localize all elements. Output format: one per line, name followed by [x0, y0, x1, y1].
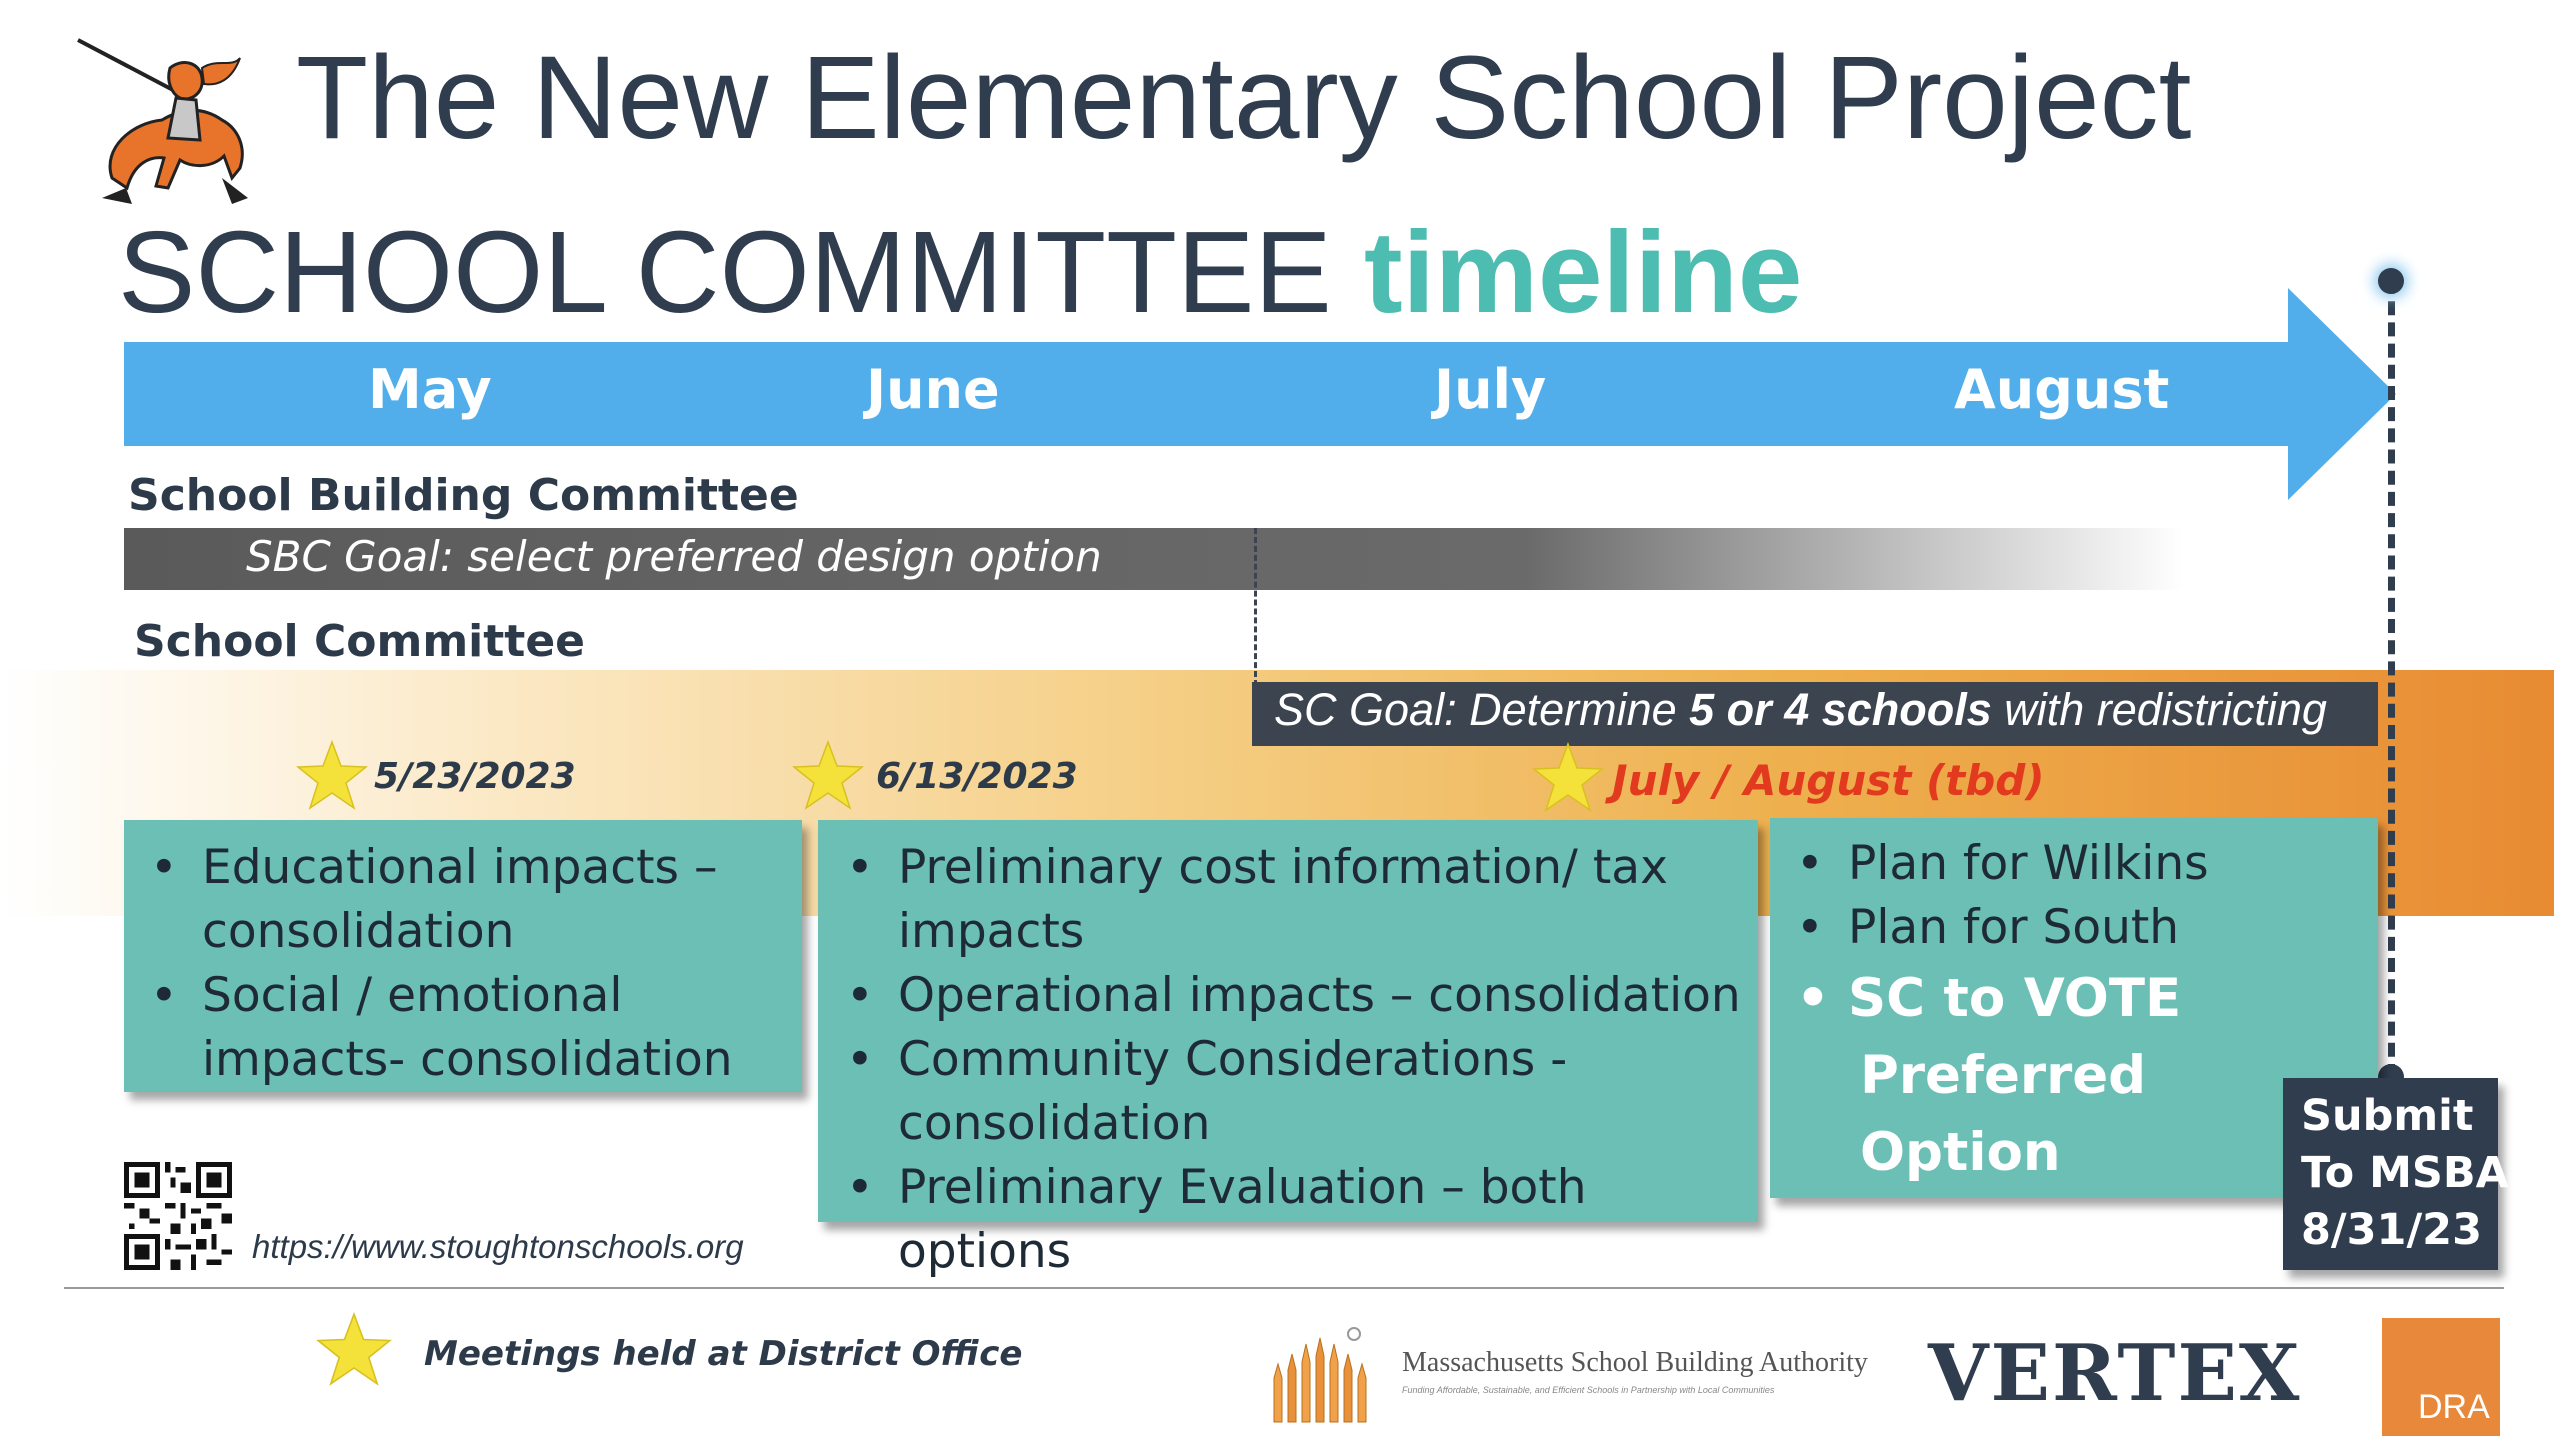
- submit-line-3: 8/31/23: [2301, 1205, 2483, 1255]
- pencils-logo-icon: [1266, 1318, 1382, 1424]
- connector-line: [1254, 528, 1257, 686]
- meeting-date-2: 6/13/2023: [876, 756, 1078, 797]
- list-item: [846, 1028, 1758, 1156]
- deadline-line: [2388, 280, 2395, 1078]
- sc-goal-pre: SC Goal: Determine: [1274, 684, 1690, 735]
- legend-text: Meetings held at District Office: [424, 1334, 1023, 1374]
- submit-line-2: To MSBA: [2301, 1148, 2509, 1198]
- footer-divider: [64, 1287, 2504, 1289]
- meeting-date-3: July / August (tbd): [1612, 756, 2045, 805]
- subtitle-main: SCHOOL COMMITTEE: [118, 207, 1332, 337]
- bullet: •: [846, 840, 874, 895]
- bullet: •: [846, 1160, 874, 1215]
- sc-goal-text: [1274, 684, 2327, 736]
- bullet: •: [1796, 836, 1824, 891]
- item-text: Community Considerations - consolidation: [898, 1032, 1568, 1151]
- list-item: [846, 964, 1758, 1028]
- item-text: Educational impacts – consolidation: [202, 840, 718, 959]
- meeting-box-2: [818, 820, 1758, 1279]
- list-item: [150, 964, 802, 1092]
- msba-tagline: Funding Affordable, Sustainable, and Efficient Schools in Partnership with Local Communities: [1402, 1385, 1775, 1395]
- bullet: •: [150, 968, 178, 1023]
- submit-line-1: Submit: [2301, 1091, 2474, 1141]
- website-link[interactable]: https://www.stoughtonschools.org: [252, 1228, 744, 1265]
- item-text: Preliminary cost information/ tax impacts: [898, 840, 1668, 959]
- star-icon: [316, 1312, 392, 1386]
- list-item: [150, 836, 802, 964]
- qr-code-icon[interactable]: [124, 1162, 232, 1270]
- item-text: Plan for South: [1848, 900, 2180, 955]
- list-item: [846, 1156, 1758, 1284]
- bullet: •: [846, 968, 874, 1023]
- star-icon: [296, 740, 368, 810]
- month-august: August: [1954, 358, 2170, 421]
- meeting-box-1: [124, 820, 802, 1092]
- dra-logo-text: DRA: [2418, 1388, 2490, 1426]
- sc-goal-post: with redistricting: [1991, 684, 2327, 735]
- bullet: •: [150, 840, 178, 895]
- submit-deadline-box: [2283, 1078, 2509, 1270]
- item-text: Preferred: [1860, 1045, 2147, 1106]
- item-text: Option: [1860, 1122, 2061, 1183]
- sc-goal-bold: 5 or 4 schools: [1689, 684, 1992, 735]
- sbc-goal-text: SBC Goal: select preferred design option: [246, 532, 1102, 581]
- list-item: [1796, 896, 2378, 960]
- sc-label: School Committee: [134, 616, 585, 667]
- msba-name: Massachusetts School Building Authority: [1402, 1347, 1868, 1378]
- bullet: •: [1796, 968, 1830, 1029]
- knight-mascot-icon: [72, 28, 262, 208]
- month-may: May: [368, 358, 492, 421]
- page-title: The New Elementary School Project: [296, 32, 2192, 164]
- star-icon: [1532, 742, 1604, 812]
- bullet: •: [846, 1032, 874, 1087]
- deadline-top-dot: [2378, 268, 2404, 294]
- vertex-logo: VERTEX: [1928, 1328, 2302, 1419]
- list-item: [846, 836, 1758, 964]
- month-june: June: [866, 358, 1000, 421]
- item-text: Preliminary Evaluation – both options: [898, 1160, 1587, 1279]
- item-text: SC to VOTE: [1848, 968, 2182, 1029]
- item-text: Operational impacts – consolidation: [898, 968, 1741, 1023]
- sbc-label: School Building Committee: [128, 470, 799, 521]
- bullet: •: [1796, 900, 1824, 955]
- list-item: [1796, 960, 2378, 1037]
- star-icon: [792, 740, 864, 810]
- item-text: Plan for Wilkins: [1848, 836, 2209, 891]
- list-item: [1796, 832, 2378, 896]
- meeting-date-1: 5/23/2023: [374, 756, 576, 797]
- item-text: Social / emotional impacts- consolidation: [202, 968, 733, 1087]
- subtitle-accent: timeline: [1364, 207, 1803, 337]
- month-july: July: [1434, 358, 1547, 421]
